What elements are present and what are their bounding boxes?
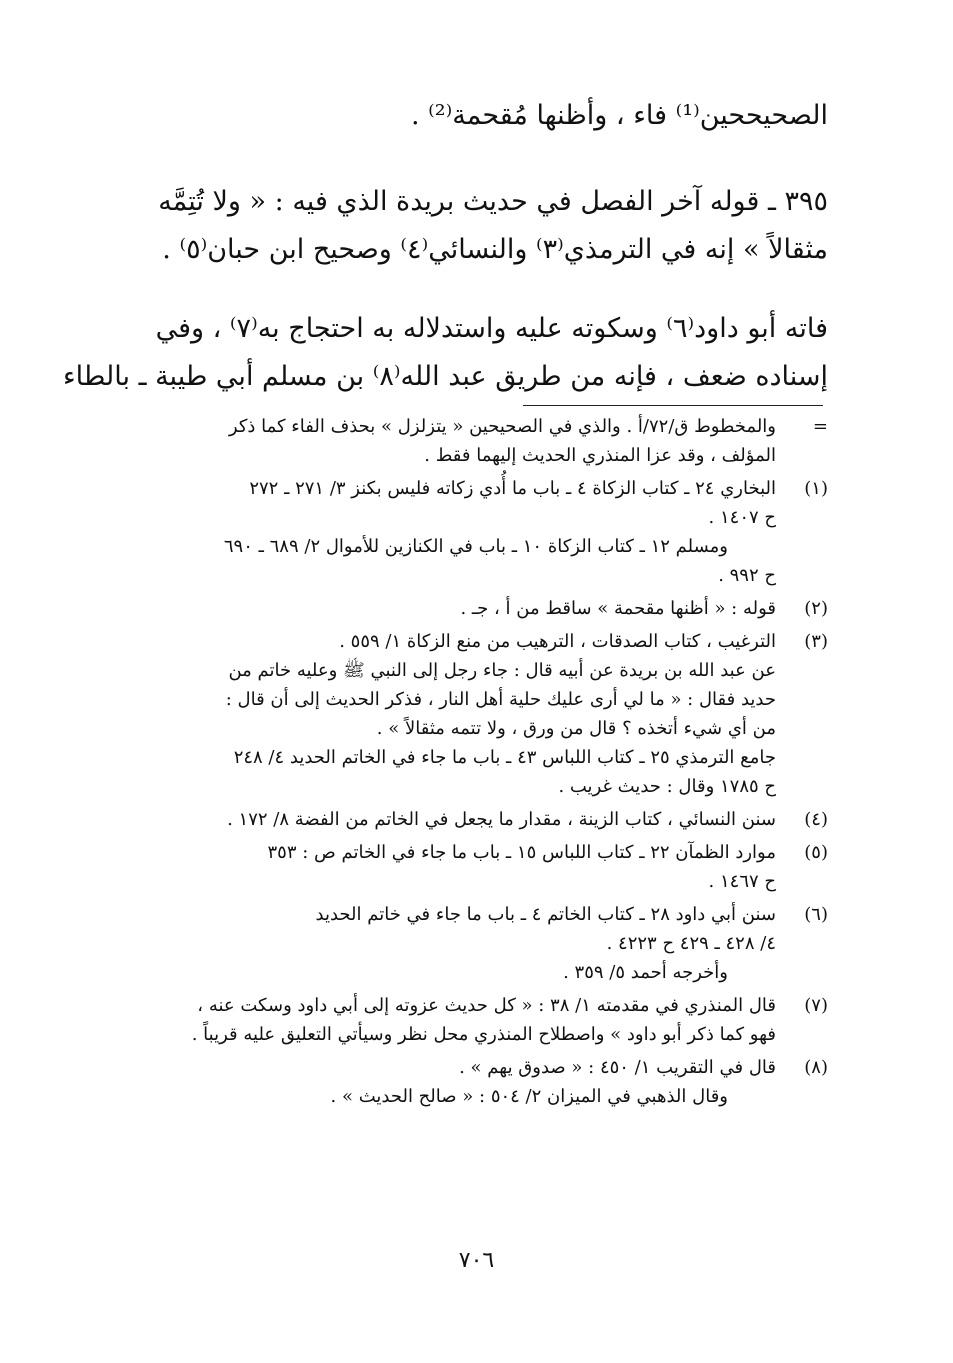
footnote-number: (٧) <box>804 995 828 1016</box>
footnote-number: (٥) <box>804 842 828 863</box>
footnote-3 <box>125 627 828 801</box>
paragraph-3-line-1: فاته أبو داود⁽٦⁾ وسكوته عليه واستدلاله به احتجاج به⁽٧⁾ ، وفي <box>155 313 828 344</box>
footnote-number: (٨) <box>804 1057 828 1078</box>
footnote-line: الترغيب ، كتاب الصدقات ، الترهيب من منع الزكاة ١/ ٥٥٩ . <box>339 631 776 652</box>
footnote-8 <box>125 1053 828 1111</box>
paragraph-1-text: الصحيححين⁽¹⁾ فاء ، وأظنها مُقحمة⁽²⁾ . <box>411 100 828 131</box>
paragraph-3 <box>62 305 828 401</box>
footnote-line: ومسلم ١٢ ـ كتاب الزكاة ١٠ ـ باب في الكنازين للأموال ٢/ ٦٨٩ ـ ٦٩٠ <box>223 536 728 557</box>
footnote-line: ٤/ ٤٢٨ ـ ٤٢٩ ح ٤٢٢٣ . <box>606 933 776 954</box>
footnote-line: سنن أبي داود ٢٨ ـ كتاب الخاتم ٤ ـ باب ما جاء في خاتم الحديد <box>315 904 776 925</box>
footnote-line: من أي شيء أتخذه ؟ قال من ورق ، ولا تتمه مثقالاً » . <box>376 718 776 739</box>
footnote-line: قال المنذري في مقدمته ١/ ٣٨ : « كل حديث عزوته إلى أبي داود وسكت عنه ، <box>197 995 776 1016</box>
footnotes <box>125 412 828 1115</box>
footnote-2 <box>125 594 828 623</box>
footnote-line: فهو كما ذكر أبو داود » واصطلاح المنذري محل نظر وسيأتي التعليق عليه قريباً . <box>191 1024 776 1045</box>
footnote-line: ح ٩٩٢ . <box>718 565 776 586</box>
footnote-line: البخاري ٢٤ ـ كتاب الزكاة ٤ ـ باب ما أُدي زكاته فليس بكنز ٣/ ٢٧١ ـ ٢٧٢ <box>249 478 776 499</box>
paragraph-3-line-2: إسناده ضعف ، فإنه من طريق عبد الله⁽٨⁾ بن مسلم أبي طيبة ـ بالطاء <box>62 361 828 392</box>
footnote-line: قال في التقريب ١/ ٤٥٠ : « صدوق يهم » . <box>459 1057 776 1078</box>
footnote-line: والمخطوط ق/٧٢/أ . والذي في الصحيحين « يتزلزل » بحذف الفاء كما ذكر <box>228 416 776 437</box>
page-number: ٧٠٦ <box>458 1248 495 1273</box>
footnote-line: ح ١٤٠٧ . <box>708 507 776 528</box>
footnote-6 <box>125 900 828 987</box>
paragraph-1 <box>125 92 828 140</box>
footnote-number: (٣) <box>804 631 828 652</box>
footnote-line: عن عبد الله بن بريدة عن أبيه قال : جاء رجل إلى النبي ﷺ وعليه خاتم من <box>228 660 776 681</box>
footnote-line: المؤلف ، وقد عزا المنذري الحديث إليهما فقط . <box>424 445 776 466</box>
footnote-number: (١) <box>804 478 828 499</box>
footnote-4 <box>125 805 828 834</box>
footnote-line: سنن النسائي ، كتاب الزينة ، مقدار ما يجعل في الخاتم من الفضة ٨/ ١٧٢ . <box>227 809 776 830</box>
footnote-7 <box>125 991 828 1049</box>
footnote-line: ح ١٧٨٥ وقال : حديث غريب . <box>558 776 776 797</box>
footnote-divider <box>523 405 823 406</box>
footnote-line: جامع الترمذي ٢٥ ـ كتاب اللباس ٤٣ ـ باب ما جاء في الخاتم الحديد ٤/ ٢٤٨ <box>233 747 776 768</box>
footnote-marker: = <box>812 416 828 437</box>
footnote-line: وقال الذهبي في الميزان ٢/ ٥٠٤ : « صالح الحديث » . <box>330 1086 728 1107</box>
paragraph-2-line-1: ٣٩٥ ـ قوله آخر الفصل في حديث بريدة الذي فيه : « ولا تُتِمَّه <box>158 186 828 217</box>
footnote-1 <box>125 474 828 590</box>
paragraph-2-line-2: مثقالاً » إنه في الترمذي⁽٣⁾ والنسائي⁽٤⁾ وصحيح ابن حبان⁽٥⁾ . <box>162 234 828 265</box>
footnote-number: (٢) <box>804 598 828 619</box>
footnote-5 <box>125 838 828 896</box>
footnote-line: ح ١٤٦٧ . <box>708 871 776 892</box>
footnote-continuation <box>125 412 828 470</box>
paragraph-2 <box>125 178 828 274</box>
footnote-line: قوله : « أظنها مقحمة » ساقط من أ ، جـ . <box>460 598 776 619</box>
footnote-number: (٤) <box>804 809 828 830</box>
footnote-line: موارد الظمآن ٢٢ ـ كتاب اللباس ١٥ ـ باب ما جاء في الخاتم ص : ٣٥٣ <box>267 842 776 863</box>
footnote-line: حديد فقال : « ما لي أرى عليك حلية أهل النار ، فذكر الحديث إلى أن قال : <box>225 689 776 710</box>
footnote-line: وأخرجه أحمد ٥/ ٣٥٩ . <box>563 962 728 983</box>
footnote-number: (٦) <box>804 904 828 925</box>
